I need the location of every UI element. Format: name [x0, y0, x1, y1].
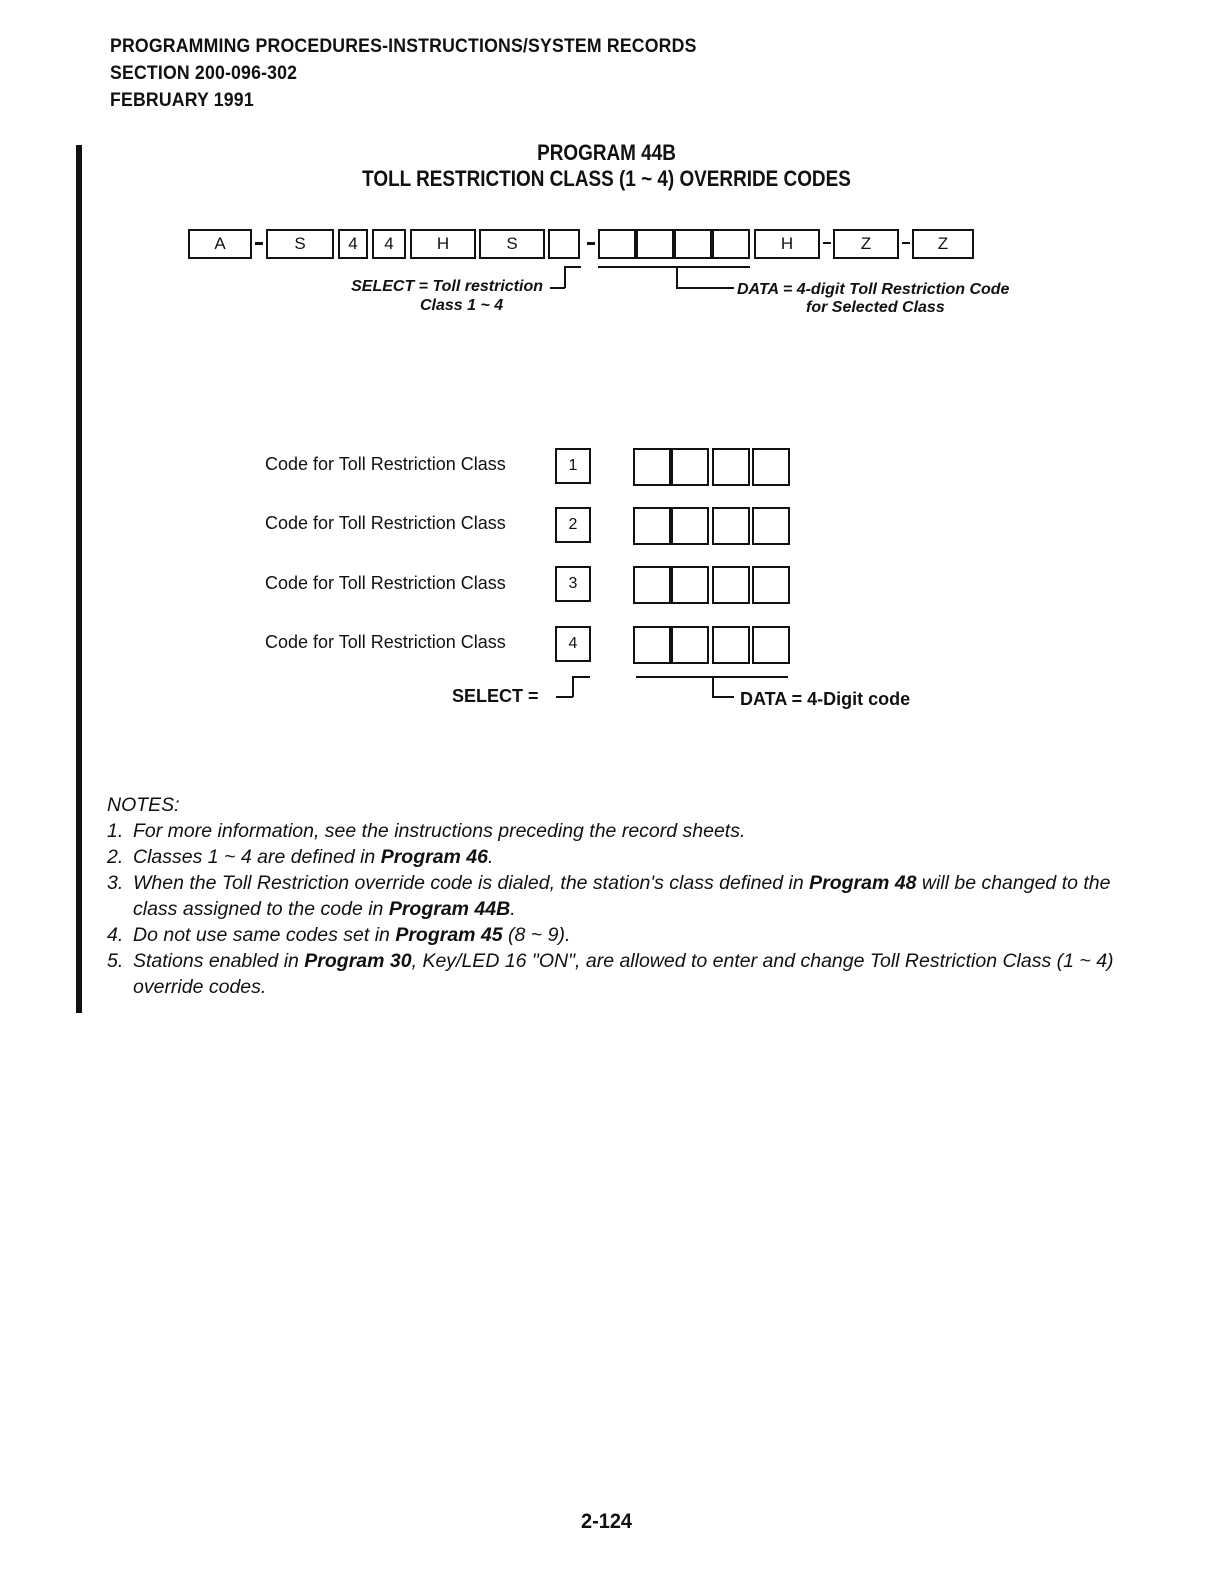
- data-bracket-top: [598, 266, 750, 268]
- revision-bar: [76, 145, 82, 1013]
- header-line-1: PROGRAMMING PROCEDURES-INSTRUCTIONS/SYSTEM RECORDS: [110, 36, 697, 57]
- key-box: H: [410, 229, 476, 259]
- class-box: 1: [555, 448, 591, 484]
- code-digit-box[interactable]: [712, 507, 750, 545]
- code-digit-box[interactable]: [752, 626, 790, 664]
- key-box: A: [188, 229, 252, 259]
- key-box: 4: [372, 229, 406, 259]
- data-bracket-foot-2: [712, 696, 734, 698]
- data-label: DATA = 4-Digit code: [740, 689, 911, 709]
- select-label: SELECT =: [452, 686, 539, 706]
- code-digit-box[interactable]: [633, 448, 671, 486]
- header-line-2: SECTION 200-096-302: [110, 63, 298, 84]
- code-digit-box[interactable]: [712, 626, 750, 664]
- data-caption-2: for Selected Class: [806, 299, 945, 316]
- class-box: 3: [555, 566, 591, 602]
- code-digit-box[interactable]: [633, 566, 671, 604]
- code-digit-box[interactable]: [712, 448, 750, 486]
- key-box: 4: [338, 229, 368, 259]
- code-digit-box[interactable]: [752, 507, 790, 545]
- data-caption-1: DATA = 4-digit Toll Restriction Code: [737, 281, 1010, 298]
- row-label: Code for Toll Restriction Class: [265, 573, 506, 593]
- code-digit-box[interactable]: [752, 448, 790, 486]
- class-box: 4: [555, 626, 591, 662]
- note-3: 3. When the Toll Restriction override code is dialed, the station's class defined in Program 48 will be changed to the class assigned to the code in Program 44B.: [107, 872, 1111, 920]
- key-dash: [823, 242, 831, 244]
- class-box: 2: [555, 507, 591, 543]
- page-number: 2-124: [580, 1510, 633, 1533]
- program-title: PROGRAM 44B: [537, 140, 676, 165]
- key-box: Z: [912, 229, 974, 259]
- data-bracket-foot: [676, 287, 734, 289]
- select-key-box: [548, 229, 580, 259]
- key-dash: [255, 242, 263, 245]
- note-4: 4. Do not use same codes set in Program 45 (8 ~ 9).: [107, 924, 571, 946]
- key-box: Z: [833, 229, 899, 259]
- data-key-box: [598, 229, 636, 259]
- select-caption-2: Class 1 ~ 4: [420, 297, 504, 314]
- select-bracket-top-2: [572, 676, 590, 678]
- row-label: Code for Toll Restriction Class: [265, 513, 506, 533]
- data-key-box: [636, 229, 674, 259]
- code-digit-box[interactable]: [671, 448, 709, 486]
- data-bracket-stem: [676, 266, 678, 288]
- code-digit-box[interactable]: [671, 507, 709, 545]
- data-key-box: [712, 229, 750, 259]
- select-bracket-stem-2: [572, 676, 574, 697]
- key-dash: [902, 242, 910, 244]
- data-key-box: [674, 229, 712, 259]
- key-dash: [587, 242, 595, 245]
- select-bracket-foot-2: [556, 696, 573, 698]
- note-2: 2. Classes 1 ~ 4 are defined in Program 46.: [107, 846, 494, 868]
- notes-heading: NOTES:: [107, 794, 180, 816]
- key-box: H: [754, 229, 820, 259]
- code-digit-box[interactable]: [671, 626, 709, 664]
- header-line-3: FEBRUARY 1991: [110, 90, 254, 111]
- select-caption-1: SELECT = Toll restriction: [351, 278, 543, 295]
- key-box: S: [266, 229, 334, 259]
- select-bracket-stem: [564, 266, 566, 288]
- code-digit-box[interactable]: [752, 566, 790, 604]
- row-label: Code for Toll Restriction Class: [265, 632, 506, 652]
- key-box: S: [479, 229, 545, 259]
- program-name: TOLL RESTRICTION CLASS (1 ~ 4) OVERRIDE CODES: [362, 166, 851, 191]
- code-digit-box[interactable]: [671, 566, 709, 604]
- data-bracket-stem-2: [712, 676, 714, 697]
- notes: [107, 792, 1117, 1000]
- code-digit-box[interactable]: [633, 626, 671, 664]
- note-1: 1. For more information, see the instructions preceding the record sheets.: [107, 820, 746, 842]
- code-digit-box[interactable]: [633, 507, 671, 545]
- select-bracket-top: [564, 266, 581, 268]
- row-label: Code for Toll Restriction Class: [265, 454, 506, 474]
- select-bracket-foot: [550, 287, 565, 289]
- code-digit-box[interactable]: [712, 566, 750, 604]
- note-5: 5. Stations enabled in Program 30, Key/LED 16 "ON", are allowed to enter and change Toll Restriction Class (1 ~ 4) override codes.: [107, 950, 1114, 998]
